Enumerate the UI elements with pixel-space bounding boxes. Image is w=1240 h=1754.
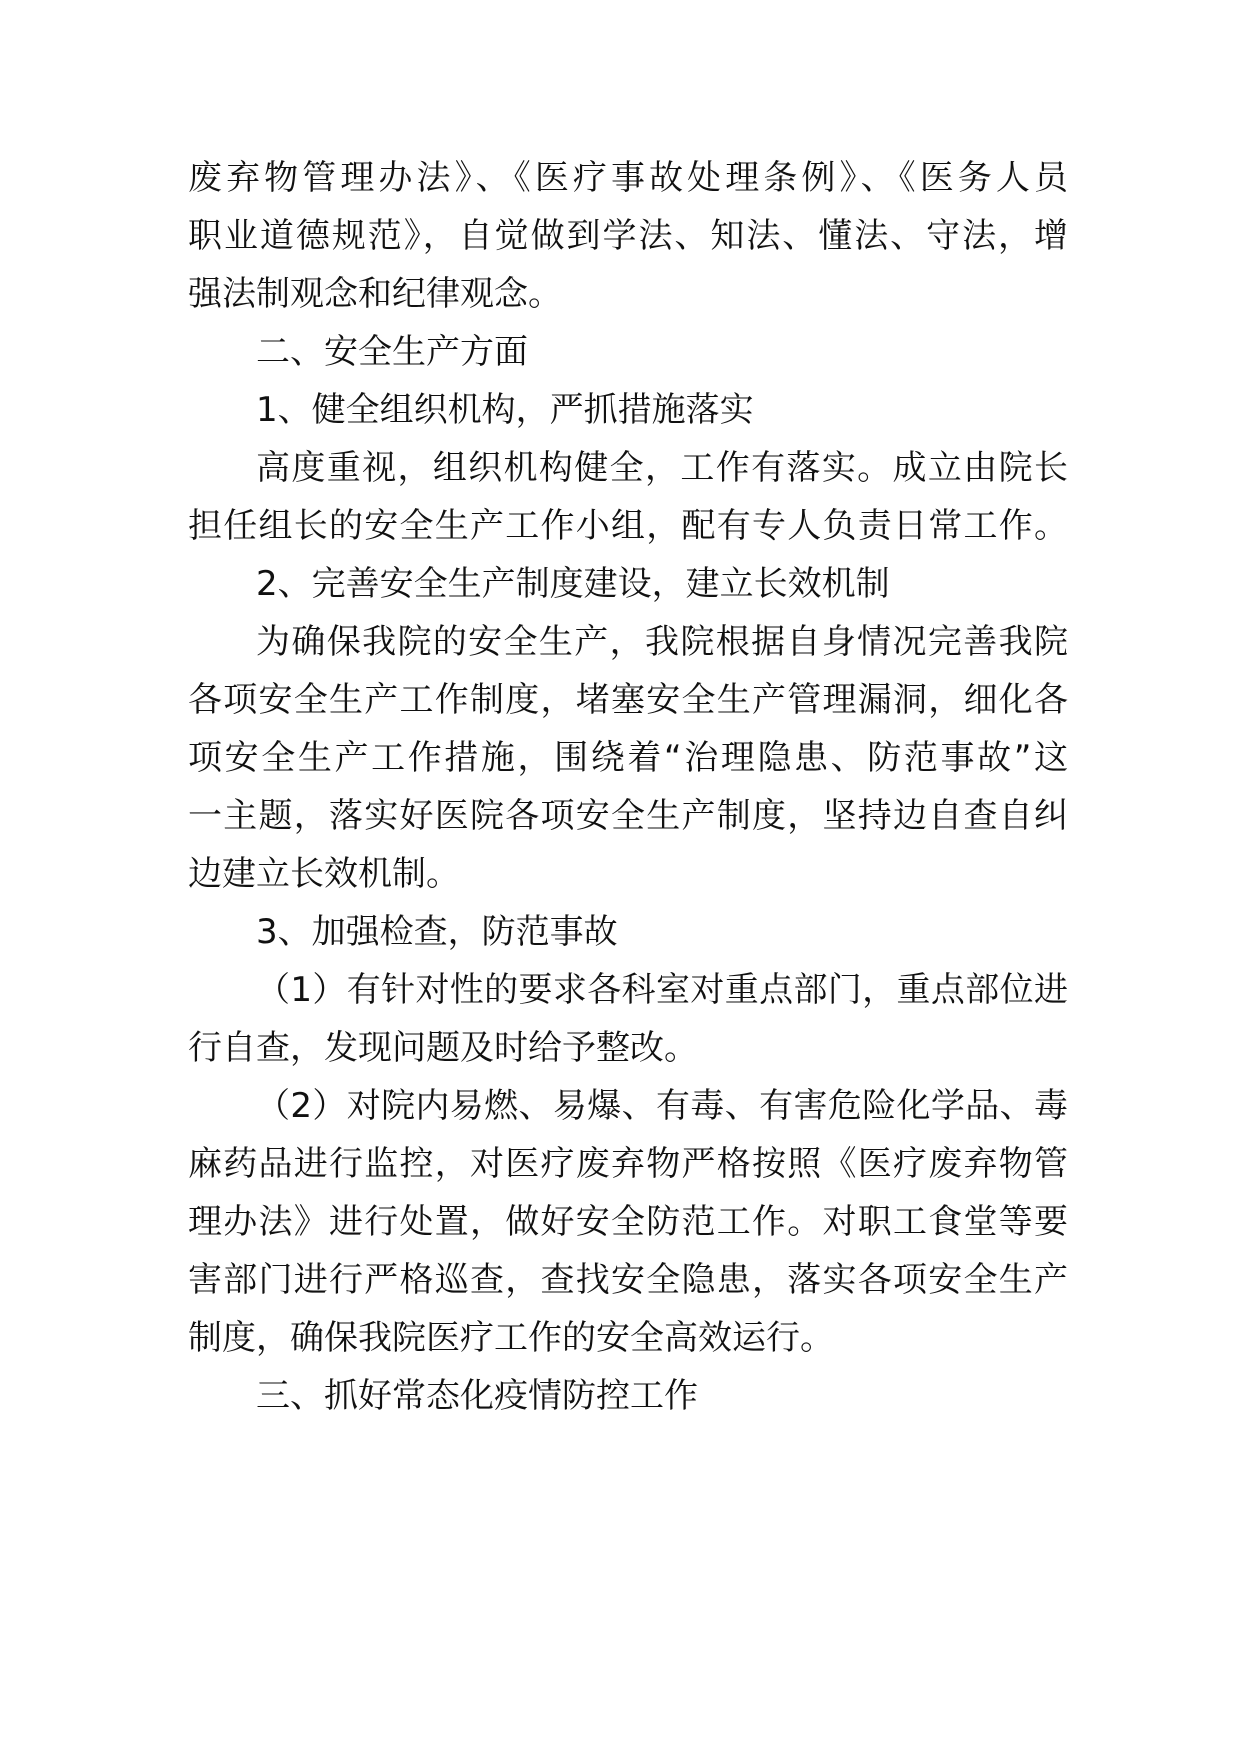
subheading-2-3: 3、加强检查，防范事故	[256, 912, 618, 952]
text-line-17: （2）对院内易燃、易爆、有毒、有害危险化学品、毒	[256, 1086, 1068, 1126]
text-line-11: 项安全生产工作措施，围绕着“治理隐患、防范事故”这	[188, 738, 1068, 778]
text-line-12: 一主题，落实好医院各项安全生产制度，坚持边自查自纠	[188, 796, 1068, 836]
subheading-2-1: 1、健全组织机构，严抓措施落实	[256, 390, 754, 430]
text-line-16: 行自查，发现问题及时给予整改。	[188, 1028, 698, 1068]
text-line-21: 制度，确保我院医疗工作的安全高效运行。	[188, 1318, 834, 1358]
text-line-19: 理办法》进行处置，做好安全防范工作。对职工食堂等要	[188, 1202, 1068, 1242]
text-line-2: 职业道德规范》，自觉做到学法、知法、懂法、守法，增	[188, 216, 1068, 256]
text-line-18: 麻药品进行监控，对医疗废弃物严格按照《医疗废弃物管	[188, 1144, 1068, 1184]
text-line-1: 废弃物管理办法》、《医疗事故处理条例》、《医务人员	[188, 158, 1068, 198]
text-line-7: 担任组长的安全生产工作小组，配有专人负责日常工作。	[188, 506, 1068, 546]
text-line-9: 为确保我院的安全生产，我院根据自身情况完善我院	[256, 622, 1068, 662]
subheading-2-2: 2、完善安全生产制度建设，建立长效机制	[256, 564, 890, 604]
section-heading-2: 二、安全生产方面	[256, 332, 528, 372]
text-line-15: （1）有针对性的要求各科室对重点部门，重点部位进	[256, 970, 1068, 1010]
text-line-13: 边建立长效机制。	[188, 854, 460, 894]
section-heading-3: 三、抓好常态化疫情防控工作	[256, 1376, 698, 1416]
text-line-6: 高度重视，组织机构健全，工作有落实。成立由院长	[256, 448, 1068, 488]
text-line-3: 强法制观念和纪律观念。	[188, 274, 562, 314]
text-line-20: 害部门进行严格巡查，查找安全隐患，落实各项安全生产	[188, 1260, 1068, 1300]
text-line-10: 各项安全生产工作制度，堵塞安全生产管理漏洞，细化各	[188, 680, 1068, 720]
